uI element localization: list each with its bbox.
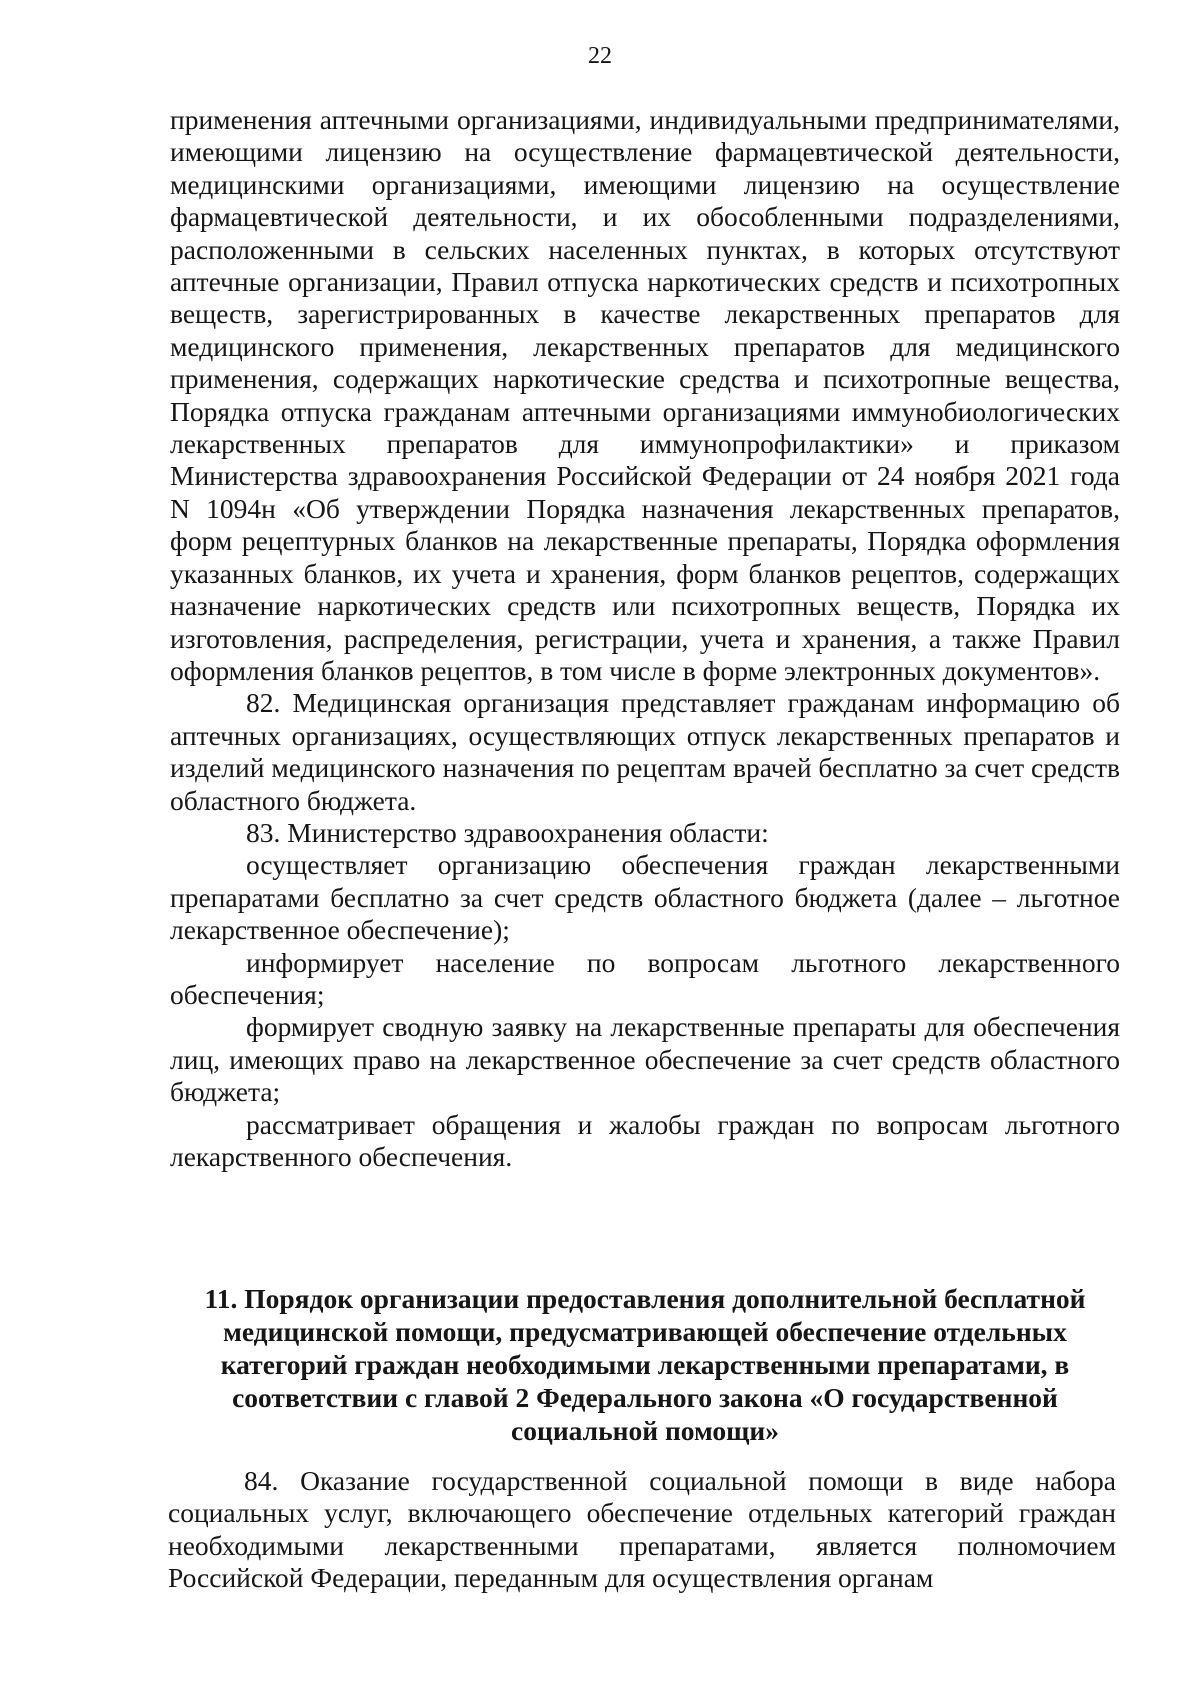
body-text	[170, 104, 1120, 1173]
section-heading-line: медицинской помощи, предусматривающей обеспечение отдельных	[223, 1316, 1067, 1347]
paragraph-continuation: применения аптечными организациями, индивидуальными предпринимателями, имеющими лицензию на осуществление фармацевтической деятельности, медицинскими организациями, имеющими лицензию на осуществление фармацевтической деятельности, и их обособленными подразделениями, расположенными в сельских населенных пунктах, в которых отсутствуют аптечные организации, Правил отпуска наркотических средств и психотропных веществ, зарегистрированных в качестве лекарственных препаратов для медицинского применения, лекарственных препаратов для медицинского применения, содержащих наркотические средства и психотропные вещества, Порядка отпуска гражданам аптечными организациями иммунобиологических лекарственных препаратов для иммунопрофилактики» и приказом Министерства здравоохранения Российской Федерации от 24 ноября 2021 года N 1094н «Об утверждении Порядка назначения лекарственных препаратов, форм рецептурных бланков на лекарственные препараты, Порядка оформления указанных бланков, их учета и хранения, форм бланков рецептов, содержащих назначение наркотических средств или психотропных веществ, Порядка их изготовления, распределения, регистрации, учета и хранения, а также Правил оформления бланков рецептов, в том числе в форме электронных документов».	[170, 104, 1120, 686]
section-body-text	[168, 1465, 1116, 1595]
section-heading	[170, 1282, 1120, 1447]
section-heading-line: социальной помощи»	[511, 1415, 779, 1446]
list-item-informing: информирует население по вопросам льготного лекарственного обеспечения;	[170, 946, 1120, 1010]
section-heading-line: категорий граждан необходимыми лекарственными препаратами, в	[220, 1349, 1070, 1380]
list-item-organization: осуществляет организацию обеспечения граждан лекарственными препаратами бесплатно за счет средств областного бюджета (далее – льготное лекарственное обеспечение);	[170, 849, 1120, 946]
page-number: 22	[588, 43, 612, 69]
paragraph-82: 82. Медицинская организация представляет гражданам информацию об аптечных организациях, осуществляющих отпуск лекарственных препаратов и изделий медицинского назначения по рецептам врачей бесплатно за счет средств областного бюджета.	[170, 687, 1120, 816]
list-item-complaints: рассматривает обращения и жалобы граждан по вопросам льготного лекарственного обеспечения.	[170, 1108, 1120, 1172]
paragraph-84: 84. Оказание государственной социальной помощи в виде набора социальных услуг, включающего обеспечение отдельных категорий граждан необходимыми лекарственными препаратами, является полномочием Российской Федерации, переданным для осуществления органам	[168, 1465, 1116, 1594]
list-item-request: формирует сводную заявку на лекарственные препараты для обеспечения лиц, имеющих право на лекарственное обеспечение за счет средств областного бюджета;	[170, 1011, 1120, 1108]
section-heading-line: соответствии с главой 2 Федерального закона «О государственной	[232, 1382, 1058, 1413]
section-heading-line: 11. Порядок организации предоставления дополнительной бесплатной	[204, 1283, 1086, 1314]
paragraph-83: 83. Министерство здравоохранения области:	[246, 816, 769, 848]
